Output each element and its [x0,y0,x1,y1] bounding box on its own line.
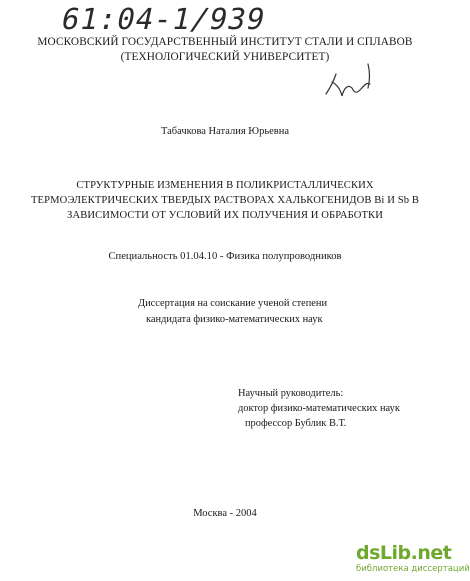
watermark-sub-text: библиотека диссертаций [356,564,470,574]
archive-stamp-number: 61:04-1/939 [58,2,269,36]
thesis-title-line-2: ТЕРМОЭЛЕКТРИЧЕСКИХ ТВЕРДЫХ РАСТВОРАХ ХАЛЬКОГЕНИДОВ Bi И Sb В [30,195,420,206]
city-year: Москва - 2004 [193,508,257,519]
supervisor-name: профессор Бублик В.Т. [245,418,347,429]
dslib-watermark-logo [356,542,470,580]
supervisor-heading: Научный руководитель: [238,388,344,399]
institution-subtitle: (ТЕХНОЛОГИЧЕСКИЙ УНИВЕРСИТЕТ) [120,51,330,63]
specialty-line: Специальность 01.04.10 - Физика полупроводников [108,251,342,262]
thesis-title-line-3: ЗАВИСИМОСТИ ОТ УСЛОВИЙ ИХ ПОЛУЧЕНИЯ И ОБРАБОТКИ [67,210,383,221]
handwritten-signature [320,58,380,108]
thesis-title-line-1: СТРУКТУРНЫЕ ИЗМЕНЕНИЯ В ПОЛИКРИСТАЛЛИЧЕСКИХ [76,180,374,191]
dissertation-degree-line-1: Диссертация на соискание ученой степени [138,298,328,309]
institution-name: МОСКОВСКИЙ ГОСУДАРСТВЕННЫЙ ИНСТИТУТ СТАЛИ И СПЛАВОВ [37,36,413,48]
supervisor-degree: доктор физико-математических наук [238,403,400,414]
dissertation-degree-line-2: кандидата физико-математических наук [146,314,323,325]
watermark-main-text: dsLib.net [356,542,452,564]
author-name: Табачкова Наталия Юрьевна [160,126,290,137]
